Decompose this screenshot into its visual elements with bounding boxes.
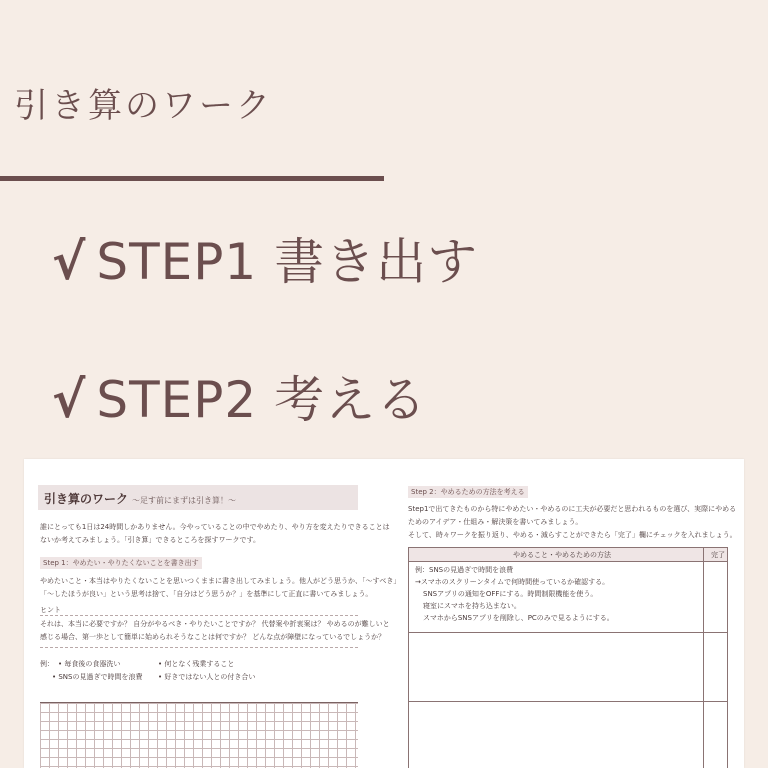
- step-1-item: [52, 222, 478, 294]
- table-example-4: 寝室にスマホを持ち込まない。: [423, 602, 521, 610]
- step1-text-1: やめたいこと・本当はやりたくないことを思いつくままに書き出してみましょう。他人がどう思うか、「～すべき」: [40, 577, 401, 585]
- table-example-5: スマホからSNSアプリを削除し、PCのみで見るようにする。: [423, 614, 614, 622]
- worksheet-title-main: 引き算のワーク: [44, 492, 129, 506]
- table-head-method: やめること・やめるための方法: [513, 551, 611, 559]
- step2-text-3: そして、時々ワークを振り返り、やめる・減らすことができたら「完了」欄にチェックを入れましょう。: [408, 531, 737, 539]
- step-2-label: STEP2 考える: [96, 371, 428, 429]
- worksheet-subtitle: ～足す前にまずは引き算！～: [132, 496, 237, 505]
- step2-text-2: ためのアイデア・仕組み・解決策を書いてみましょう。: [408, 518, 583, 526]
- heading-underline: [0, 176, 384, 181]
- step-2-item: [52, 360, 427, 432]
- worksheet-title: [44, 490, 236, 507]
- hint-divider-bottom: [40, 647, 358, 648]
- table-row-divider: [409, 632, 727, 633]
- intro-line-2: ないか考えてみましょう。「引き算」できるところを探すワークです。: [40, 536, 260, 544]
- example-right-2: • 好きではない人との付き合い: [158, 673, 256, 681]
- table-row-divider: [409, 701, 727, 702]
- check-icon: √: [52, 371, 87, 429]
- intro-line-1: 誰にとっても1日は24時間しかありません。今やっていることの中でやめたり、やり方を変えたりできることは: [40, 523, 390, 531]
- step2-text-1: Step1で出てきたものから特にやめたい・やめるのに工夫が必要だと思われるものを選び、実際にやめる: [408, 505, 737, 513]
- example-prefix: 例：: [40, 660, 54, 668]
- method-table: [408, 547, 728, 768]
- table-example-1: 例：SNSの見過ぎで時間を浪費: [415, 566, 514, 574]
- example-right-1: • 何となく残業すること: [158, 660, 235, 668]
- table-head-done: 完了: [711, 551, 725, 559]
- check-icon: √: [52, 233, 87, 291]
- example-left-1: • 毎食後の食器洗い: [58, 660, 121, 668]
- hint-line-2: 感じる場合、第一歩として簡単に始められそうなことは何ですか？ どんな点が障壁になっているでしょうか？: [40, 633, 386, 641]
- table-example-3: SNSアプリの通知をOFFにする。時間制限機能を使う。: [423, 590, 598, 598]
- hint-label: ヒント: [40, 606, 61, 614]
- step2-label: Step 2：やめるための方法を考える: [408, 486, 528, 498]
- table-column-divider: [703, 548, 704, 768]
- example-left-2: • SNSの見過ぎで時間を浪費: [52, 673, 143, 681]
- table-example-2: →スマホのスクリーンタイムで何時間使っているか確認する。: [415, 578, 610, 586]
- page-heading: 引き算のワーク: [14, 86, 273, 126]
- step1-text-2: 「～したほうが良い」という思考は捨て、「自分はどう思うか？」を基準にして正直に書いてみましょう。: [40, 590, 373, 598]
- hint-line-1: それは、本当に必要ですか？ 自分がやるべき・やりたいことですか？ 代替案や折衷案は？ やめるのが難しいと: [40, 620, 390, 628]
- worksheet-preview: [24, 459, 744, 768]
- step-1-label: STEP1 書き出す: [96, 233, 479, 291]
- writing-grid[interactable]: [40, 702, 358, 768]
- hint-divider: [40, 615, 358, 616]
- step1-label: Step 1：やめたい・やりたくないことを書き出す: [40, 557, 202, 569]
